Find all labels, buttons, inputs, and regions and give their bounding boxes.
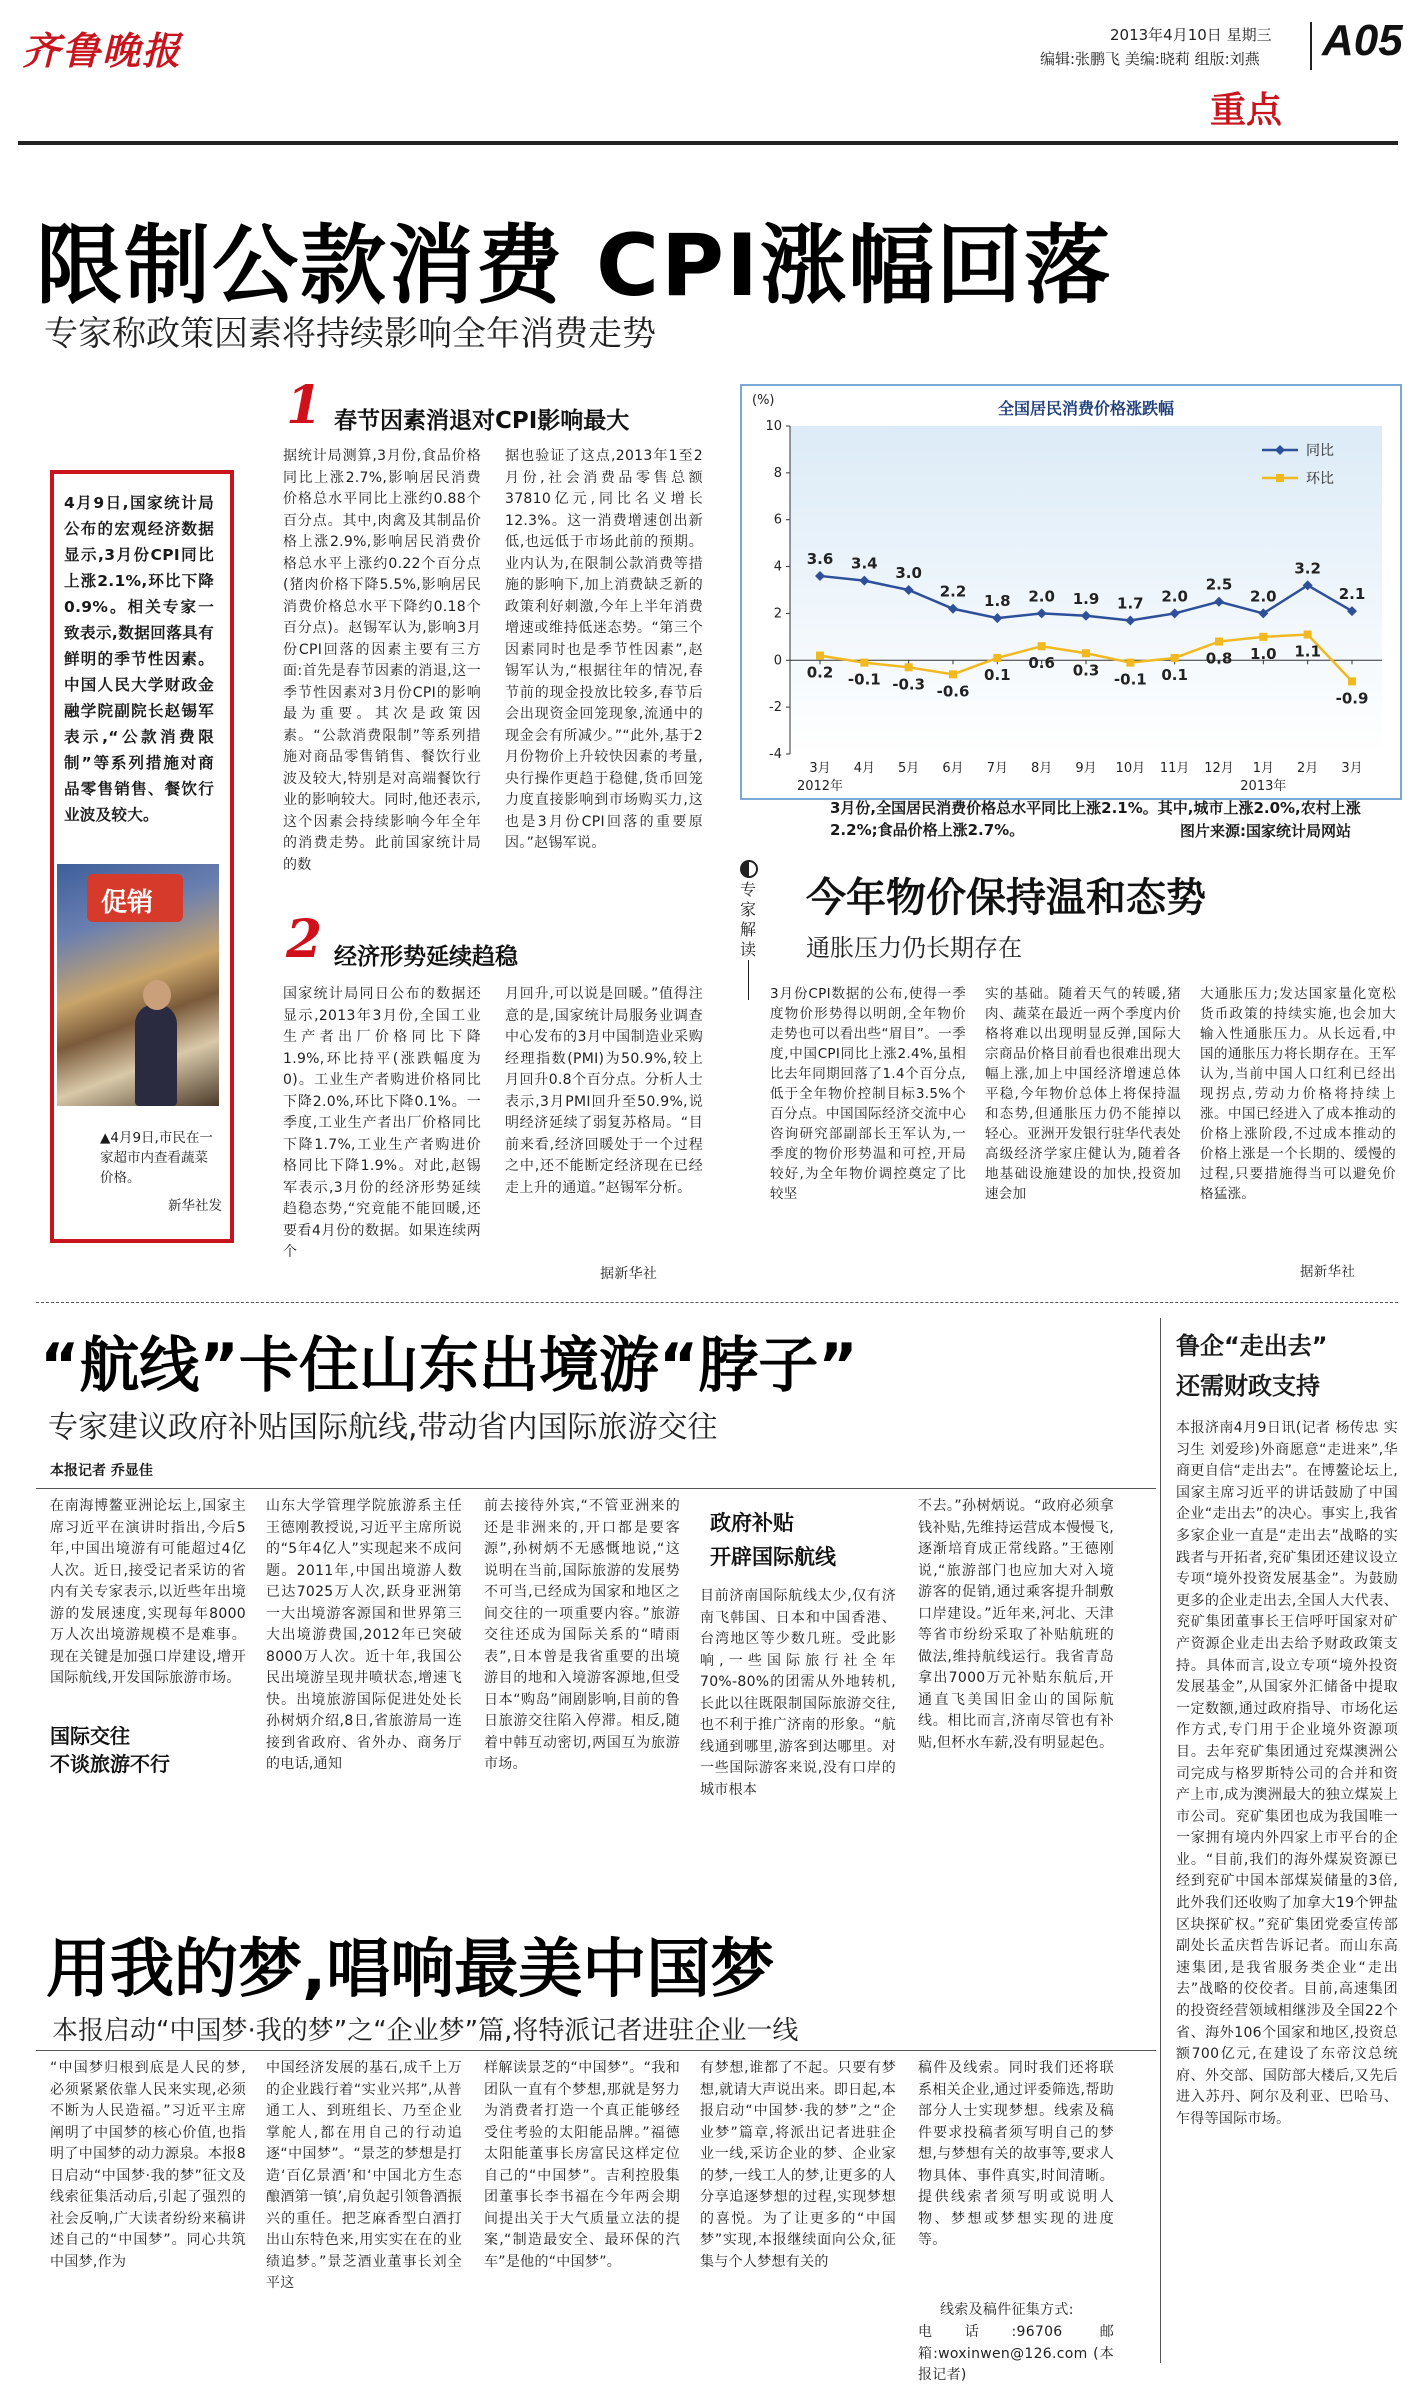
data-label-1: -0.6 [936,682,970,701]
story2-col2: 实的基础。随着天气的转暖,猪肉、蔬菜在最近一两个季度内价格将难以出现明显反弹,国际大宗商品价格目前看也很难出现大幅上涨,加上中国经济增速总体平稳,今年物价总体上将保持温和态势,但通胀压力仍不能掉以轻心。亚洲开发银行驻华代表处高级经济学家庄健认为,随着各地基础设施建设的加快,投资加速会加 [985,986,1181,1202]
story3-col2: 山东大学管理学院旅游系主任王德刚教授说,习近平主席所说的“5年4亿人”实现起来不成问题。2011年,中国出境游人数已达7025万人次,跃身亚洲第一大出境游客源国和世界第三大出境游费国,2012年已突破8000万人次。近十年,我国公民出境游呈现井喷状态,增速飞快。出境旅游国际促进处处长孙树炳介绍,8日,省旅游局一连接到省政府、省外办、商务厅的电话,通知 [266,1498,462,1772]
year-label-2013: 2013年 [1240,779,1287,794]
y-tick-label: 6 [773,512,782,528]
series-point-1 [1348,677,1356,685]
series-point-1 [816,652,824,660]
data-label-1: 1.0 [1250,644,1277,663]
story5-col4: 有梦想,谁都了不起。只要有梦想,就请大声说出来。即日起,本报启动“中国梦·我的梦”之“企业梦”篇章,将派出记者进驻企业一线,采访企业的梦、企业家的梦,一线工人的梦,让更多的人分享追逐梦想的过程,实现梦想的喜悦。为了让更多的“中国梦”实现,本报继续面向公众,征集与个人梦想有关的 [700,2060,896,2270]
x-tick-label: 11月 [1159,761,1190,776]
story5-col1: “中国梦归根到底是人民的梦,必须紧紧依靠人民来实现,必须不断为人民造福。”习近平主席阐明了中国梦的核心价值,也指明了中国梦的动力源泉。本报8日启动“中国梦·我的梦”征文及线索征集活动后,引起了强烈的社会反响,广大读者纷纷来稿讲述自己的“中国梦”。同心共筑中国梦,作为 [50,2060,246,2270]
x-tick-label: 12月 [1204,761,1234,776]
y-tick-label: -2 [769,700,782,716]
chart-title: 全国居民消费价格涨跌幅 [997,399,1175,418]
photo-credit: 新华社发 [168,1198,222,1214]
section2-credit: 据新华社 [600,1266,658,1282]
data-label-0: 1.7 [1117,594,1144,613]
story5-headline: 用我的梦,唱响最美中国梦 [46,1933,775,2007]
x-tick-label: 3月 [809,761,831,776]
story1-lead: 4月9日,国家统计局公布的宏观经济数据显示,3月份CPI同比上涨2.1%,环比下降0.9%。相关专家一致表示,数据回落具有鲜明的季节性因素。中国人民大学财政金融学院副院长赵锡军表示,“公款消费限制”等系列措施对商品零售销售、餐饮行业波及较大。 [64,494,214,824]
legend-label-0: 同比 [1306,443,1334,459]
page-number: A05 [1322,16,1403,65]
data-label-0: 2.0 [1161,587,1188,606]
x-tick-label: 5月 [898,761,920,776]
section1-title: 春节因素消退对CPI影响最大 [334,408,630,434]
story2-col3: 大通胀压力;发达国家量化宽松货币政策的持续实施,也会加大输入性通胀压力。从长远看,中国的通胀压力将长期存在。王军认为,当前中国人口红利已经出现拐点,劳动力价格将持续上涨。中国已经进入了成本推动的价格上涨阶段,不过成本推动的价格上涨是一个长期的、缓慢的过程,只要措施得当可以避免价格猛涨。 [1200,986,1396,1202]
story3-col3: 前去接待外宾,“不管亚洲来的还是非洲来的,开口都是要客源”,孙树炳不无感慨地说,“这说明在当前,国际旅游的发展势不可当,已经成为国家和地区之间交往的一项重要内容。”旅游交往还成为国际关系的“晴雨表”,日本曾是我省重要的出境游目的地和入境游客源地,但受日本“购岛”闹剧影响,目前的鲁日旅游交往陷入停滞。相反,随着中韩互动密切,两国互为旅游市场。 [484,1498,680,1772]
cpi-chart [742,386,1396,794]
story2-subhead: 通胀压力仍长期存在 [806,934,1022,962]
data-label-1: -0.1 [847,670,881,689]
data-label-0: 2.2 [939,582,967,601]
expert-tag: 专家解读 [740,880,757,959]
story5-col2: 中国经济发展的基石,成千上万的企业践行着“实业兴邦”,从普通工人、到班组长、乃至企业掌舵人,都在用自己的行动追逐“中国梦”。“景芝的梦想是打造‘百亿景酒’和‘中国北方生态酿酒第一镇’,肩负起引领鲁酒振兴的重任。把芝麻香型白酒打出山东特色来,用实实在在的业绩追梦。”景芝酒业董事长刘全平这 [266,2060,462,2291]
data-label-0: 3.4 [851,554,878,573]
story4-vertical-rule [1160,1318,1161,2363]
section-divider-dashed [36,1302,1398,1303]
y-tick-label: -4 [769,747,782,762]
data-label-1: 0.6 [1028,654,1055,673]
story2-credit: 据新华社 [1300,1264,1356,1280]
story3-sub2: 政府补贴 开辟国际航线 [710,1511,836,1569]
story5-rule [36,2050,1156,2051]
data-label-0: 3.0 [895,564,922,582]
data-label-1: 0.8 [1205,649,1233,668]
y-tick-label: 2 [773,606,782,622]
story3-subhead: 专家建议政府补贴国际航线,带动省内国际旅游交往 [48,1410,718,1445]
story1-subhead: 专家称政策因素将持续影响全年消费走势 [44,314,656,354]
story5-subhead: 本报启动“中国梦·我的梦”之“企业梦”篇,将特派记者进驻企业一线 [52,2016,799,2046]
masthead [0,0,1417,150]
section1-number: 1 [286,375,323,436]
story5-contact2: 电话:96706 邮箱:woxinwen@126.com (本报记者) [918,2324,1114,2383]
section1-col2: 据也验证了这点,2013年1至2月份,社会消费品零售总额37810亿元,同比名义增长12.3%。这一消费增速创出新低,也远低于市场此前的预期。业内认为,在限制公款消费等措施的影响下,加上消费缺乏新的政策利好刺激,今年上半年消费增速或维持低迷态势。“第三个因素同时也是季节性因素”,赵锡军认为,“根据往年的情况,春节前的现金投放比较多,春节后会出现资金回笼现象,流通中的现金会有所减少。”“此外,基于2月份物价上升较快因素的考量,央行操作更趋于稳健,货币回笼力度直接影响到市场购买力,这也是3月份CPI回落的重要原因。”赵锡军说。 [505,448,703,851]
x-tick-label: 7月 [986,761,1008,776]
series-point-1 [1304,631,1312,639]
data-label-0: 3.6 [806,549,834,568]
story5-col5: 稿件及线索。同时我们还将联系相关企业,通过评委筛选,帮助部分人士实现梦想。线索及稿件要求投稿者须写明自己的梦想,与梦想有关的故事等,要求人物具体、事件真实,时间清晰。提供线索者须写明或说明人物、梦想或梦想实现的进度等。 [918,2060,1114,2248]
story2-headline: 今年物价保持温和态势 [806,875,1206,921]
story1-headline: 限制公款消费 CPI涨幅回落 [36,216,1113,316]
series-point-1 [1171,654,1179,662]
shopper-head [143,980,171,1010]
story3-rule [36,1488,1156,1489]
expert-tag-icon [740,860,758,878]
data-label-1: 1.1 [1294,642,1321,661]
data-label-0: 1.8 [984,592,1011,611]
editors-line: 编辑:张鹏飞 美编:晓莉 组版:刘燕 [1040,50,1260,68]
data-label-0: 1.9 [1072,589,1100,608]
x-tick-label: 3月 [1341,761,1363,776]
data-label-0: 3.2 [1294,559,1321,578]
story3-col5: 不去。”孙树炳说。“政府必须拿钱补贴,先维持运营成本慢慢飞,逐渐培育成正常线路。”王德刚说,“旅游部门也应加大对入境游客的促销,通过乘客提升制敷口岸建设。”近年来,河北、天津等省市纷纷采取了补贴航班的做法,维持航线运行。我省青岛拿出7000万元补贴东航后,开通直飞美国旧金山的国际航线。相比而言,济南尽管也有补贴,但杯水车薪,没有明显起色。 [918,1498,1114,1751]
data-label-0: 2.0 [1028,587,1055,606]
series-point-1 [993,654,1001,662]
data-label-1: 0.2 [806,663,834,682]
story3-col4: 目前济南国际航线太少,仅有济南飞韩国、日本和中国香港、台湾地区等少数几班。受此影响,一些国际旅行社全年70%-80%的团需从外地转机,长此以往既限制国际旅游交往,也不利于推广济南的形象。“航线通到哪里,游客到达哪里。对一些国际游客来说,没有口岸的城市根本 [700,1588,896,1798]
chart-source: 图片来源:国家统计局网站 [1180,822,1351,840]
masthead-rule [18,141,1398,145]
series-point-1 [1215,638,1223,646]
y-axis-unit: (%) [752,393,775,408]
story5-col3: 样解读景芝的“中国梦”。“我和团队一直有个梦想,那就是努力为消费者打造一个真正能够经受住考验的太阳能品牌。”福德太阳能董事长房富民这样定位自己的“中国梦”。吉利控股集团董事长李书福在今年两会期间提出关于大气质量立法的提案,“制造最安全、最环保的汽车”是他的“中国梦”。 [484,2060,680,2270]
y-tick-label: 0 [773,653,782,669]
story3-headline: “航线”卡住山东出境游“脖子” [40,1331,858,1401]
photo-caption: ▲4月9日,市民在一家超市内查看蔬菜价格。 [100,1130,213,1186]
cpi-chart-frame [740,384,1402,800]
section2-col2: 月回升,可以说是回暖。”值得注意的是,国家统计局服务业调查中心发布的3月中国制造业采购经理指数(PMI)为50.9%,较上月回升0.8个百分点。分析人士表示,3月PMI回升至50.9%,说明经济延续了弱复苏格局。“目前来看,经济回暖处于一个过程之中,还不能断定经济现在已经走上升的通道。”赵锡军分析。 [505,986,703,1196]
expert-tag-line [748,960,749,1000]
section-label: 重点 [1210,90,1283,131]
series-point-1 [949,670,957,678]
data-label-1: 0.1 [984,665,1011,684]
data-label-1: -0.3 [892,675,926,694]
year-label-2012: 2012年 [796,779,844,794]
data-label-1: -0.9 [1335,689,1369,708]
story3-sub1: 国际交往 不谈旅游不行 [50,1724,170,1776]
section2-title: 经济形势延续趋稳 [334,944,518,970]
x-tick-label: 10月 [1115,761,1146,776]
data-label-1: -0.1 [1113,670,1147,689]
shopper-figure [135,1004,177,1106]
legend-marker-1 [1276,474,1284,482]
data-label-0: 2.5 [1205,575,1233,594]
story2-col1: 3月份CPI数据的公布,使得一季度物价形势得以明朗,全年物价走势也可以看出些“眉目”。一季度,中国CPI同比上涨2.4%,虽相比去年同期回落了1.4个百分点,低于全年物价控制目标3.5%个百分点。中国国际经济交流中心咨询研究部副部长王军认为,一季度的物价形势温和可控,开局较好,为全年物价调控奠定了比较坚 [770,986,966,1202]
story4-headline: 鲁企“走出去” 还需财政支持 [1176,1332,1328,1400]
section2-number: 2 [286,909,323,970]
series-point-1 [905,663,913,671]
chart-caption: 3月份,全国居民消费价格总水平同比上涨2.1%。其中,城市上涨2.0%,农村上涨2.2%;食品价格上涨2.7%。 [830,799,1361,839]
x-tick-label: 1月 [1252,761,1274,776]
section1-col1: 据统计局测算,3月份,食品价格同比上涨2.7%,影响居民消费价格总水平同比上涨约0.88个百分点。其中,肉禽及其制品价格上涨2.9%,影响居民消费价格总水平上涨约0.22个百分点(猪肉价格下降5.5%,影响居民消费价格总水平下降约0.18个百分点)。赵锡军认为,影响3月份CPI回落的因素主要有三方面:首先是春节因素的消退,这一季节性因素对3月份CPI的影响最为重要。其次是政策因素。“公款消费限制”等系列措施对商品零售销售、餐饮行业波及较大,特别是对高端餐饮行业的影响较大。同时,他还表示,这个因素会持续影响今年全年的消费走势。此前国家统计局的数 [283,448,481,873]
series-point-1 [1259,633,1267,641]
x-tick-label: 2月 [1297,761,1319,776]
paper-name-logo: 齐鲁晚报 [22,28,183,73]
supermarket-photo [57,864,219,1106]
y-tick-label: 10 [765,419,782,434]
issue-date: 2013年4月10日 星期三 [1110,26,1272,44]
x-tick-label: 8月 [1031,761,1053,776]
data-label-1: 0.3 [1072,661,1100,680]
data-label-0: 2.1 [1338,585,1366,604]
legend-label-1: 环比 [1306,471,1334,487]
series-point-1 [1082,649,1090,657]
series-point-1 [1038,642,1046,650]
masthead-divider [1310,22,1312,70]
section2-col1: 国家统计局同日公布的数据还显示,2013年3月份,全国工业生产者出厂价格同比下降1.9%,环比持平(涨跌幅度为0)。工业生产者购进价格同比下降2.0%,环比下降0.1%。一季度,工业生产者出厂价格同比下降1.7%,工业生产者购进价格同比下降1.9%。对此,赵锡军表示,3月份的经济形势延续趋稳态势,“究竟能不能回暖,还要看4月份的数据。如果连续两个 [283,986,481,1260]
y-tick-label: 8 [773,465,782,481]
x-tick-label: 6月 [942,761,964,776]
story4-col: 本报济南4月9日讯(记者 杨传忠 实习生 刘爱珍)外商愿意“走进来”,华商更自信“走出去”。在博鳌论坛上,国家主席习近平的讲话鼓励了中国企业“走出去”的决心。事实上,我省多家企业一直是“走出去”战略的实践者与开拓者,兖矿集团还建议设立专项“境外投资发展基金”。为鼓励更多的企业走出去,全国人大代表、兖矿集团董事长王信呼吁国家对矿产资源企业走出去给予财政政策支持。具体而言,设立专项“境外投资发展基金”,从国家外汇储备中提取一定数额,通过政府指导、市场化运作方式,专门用于企业境外资源项目。去年兖矿集团通过兖煤澳洲公司完成与格罗斯特公司的合并和资产上市,成为澳洲最大的独立煤炭上市公司。兖矿集团也成为我国唯一一家拥有境内外四家上市平台的企业。“目前,我们的海外煤炭资源已经到兖矿中国本部煤炭储量的3倍,此外我们还收购了加拿大19个钾盐区块探矿权。”兖矿集团党委宣传部副处长孟庆哲告诉记者。而山东高速集团,是我省服务类企业“走出去”战略的佼佼者。目前,高速集团的投资经营领域相继涉及全国22个省、海外106个国家和地区,投资总额700亿元,在建设了东帝汶总统府、外交部、国防部大楼后,又先后进入苏丹、阿尔及利亚、巴哈马、乍得等国际市场。 [1176,1420,1398,2127]
y-tick-label: 4 [773,559,782,575]
story3-col1: 在南海博鳌亚洲论坛上,国家主席习近平在演讲时指出,今后5年,中国出境游有可能超过4亿人次。近日,接受记者采访的省内有关专家表示,以近些年出境游的发展速度,实现每年8000万人次出境游规模不是难事。现在关键是加强口岸建设,增开国际航线,开发国际旅游市场。 [50,1498,246,1686]
promo-sign-text: 促销 [101,888,154,918]
data-label-0: 2.0 [1250,587,1277,606]
x-tick-label: 9月 [1075,761,1097,776]
series-point-1 [860,659,868,667]
story5-contact1: 线索及稿件征集方式: [940,2302,1074,2318]
series-point-1 [1126,659,1134,667]
x-tick-label: 4月 [853,761,875,776]
data-label-1: 0.1 [1161,665,1188,684]
story3-byline: 本报记者 乔显佳 [50,1463,153,1479]
